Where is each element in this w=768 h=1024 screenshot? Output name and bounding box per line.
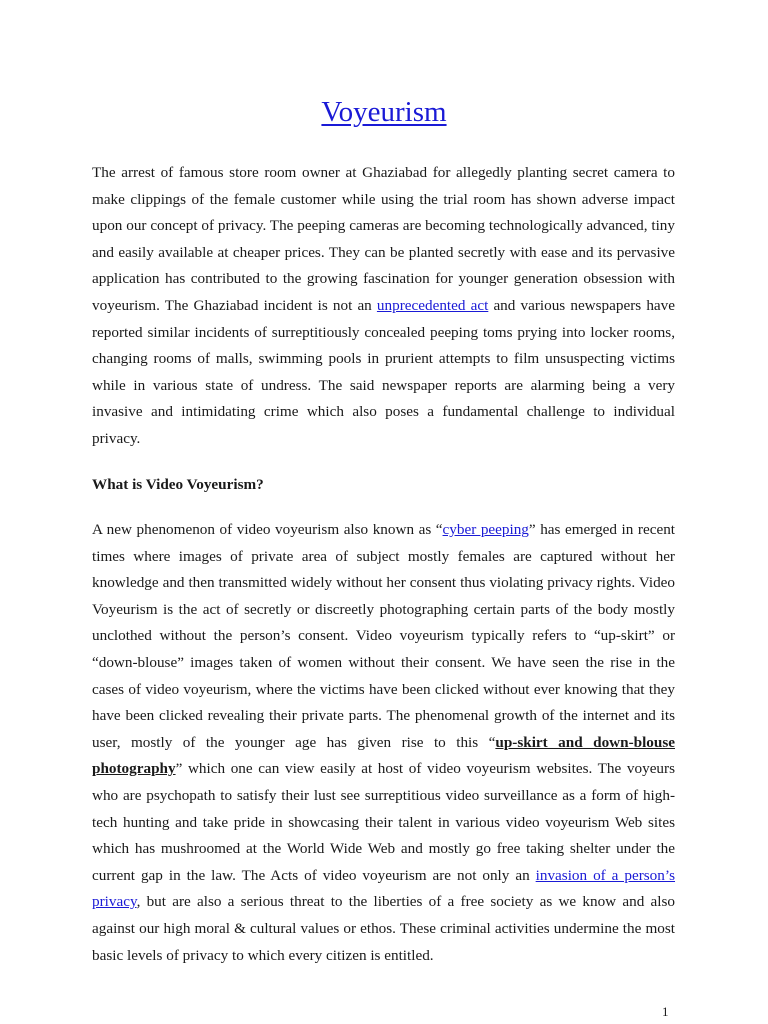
vv-text-part-2: ” has emerged in recent times where images of private area of subject mostly females are captured without her knowledge and then transmitted widely without her consent thus violating privacy rights. Video Voyeurism is the act of secretly or discreetly photographing certain parts of the body mostly unclothed without the person’s consent. Video voyeurism typically refers to “up-skirt” or “down-blouse” images taken of women without their consent. We have seen the rise in the cases of video voyeurism, where the victims have been clicked without ever knowing that they have been clicked revealing their private parts. The phenomenal growth of the internet and its user, mostly of the younger age has given rise to this “: [92, 521, 676, 751]
intro-text-part-1: The arrest of famous store room owner at Ghaziabad for allegedly planting secret camera to make clippings of the female customer while using the trial room has shown adverse impact upon our concept of privacy. The peeping cameras are becoming technologically advanced, tiny and easily available at cheaper prices. They can be planted secretly with ease and its pervasive application has contributed to the growing fascination for younger generation obsession with voyeurism. The Ghaziabad incident is not an: [92, 164, 675, 314]
document-title-link[interactable]: Voyeurism: [321, 96, 447, 128]
vv-text-part-4: , but are also a serious threat to the liberties of a free society as we know and also against our high moral & cultural values or ethos. These criminal activities undermine the most basic levels of privacy to which every citizen is entitled.: [92, 893, 675, 964]
intro-paragraph: [92, 160, 675, 453]
vv-text-part-3: ” which one can view easily at host of video voyeurism websites. The voyeurs who are psychopath to satisfy their lust see surreptitious video surveillance as a form of high-tech hunting and take pride in showcasing their talent in various video voyeurism Web sites which has mushroomed at the World Wide Web and mostly go free taking shelter under the current gap in the law. The Acts of video voyeurism are not only an: [92, 760, 675, 884]
page-number: 1: [662, 1004, 669, 1019]
section-heading: What is Video Voyeurism?: [92, 476, 264, 493]
video-voyeurism-paragraph: [92, 517, 675, 969]
unprecedented-act-link[interactable]: unprecedented act: [376, 296, 489, 314]
document-title: [0, 92, 768, 132]
upskirt-photography-emphasis: up-skirt and down-blouse photography: [92, 733, 675, 778]
invasion-of-privacy-link[interactable]: invasion of a person’s privacy: [92, 866, 676, 911]
vv-text-part-1: A new phenomenon of video voyeurism also known as “: [92, 521, 443, 538]
cyber-peeping-link[interactable]: cyber peeping: [442, 521, 529, 538]
intro-text-part-2: and various newspapers have reported similar incidents of surreptitiously concealed peeping toms prying into locker rooms, changing rooms of malls, swimming pools in prurient attempts to film unsuspecting victims while in various state of undress. The said newspaper reports are alarming being a very invasive and intimidating crime which also poses a fundamental challenge to individual privacy.: [92, 296, 676, 447]
